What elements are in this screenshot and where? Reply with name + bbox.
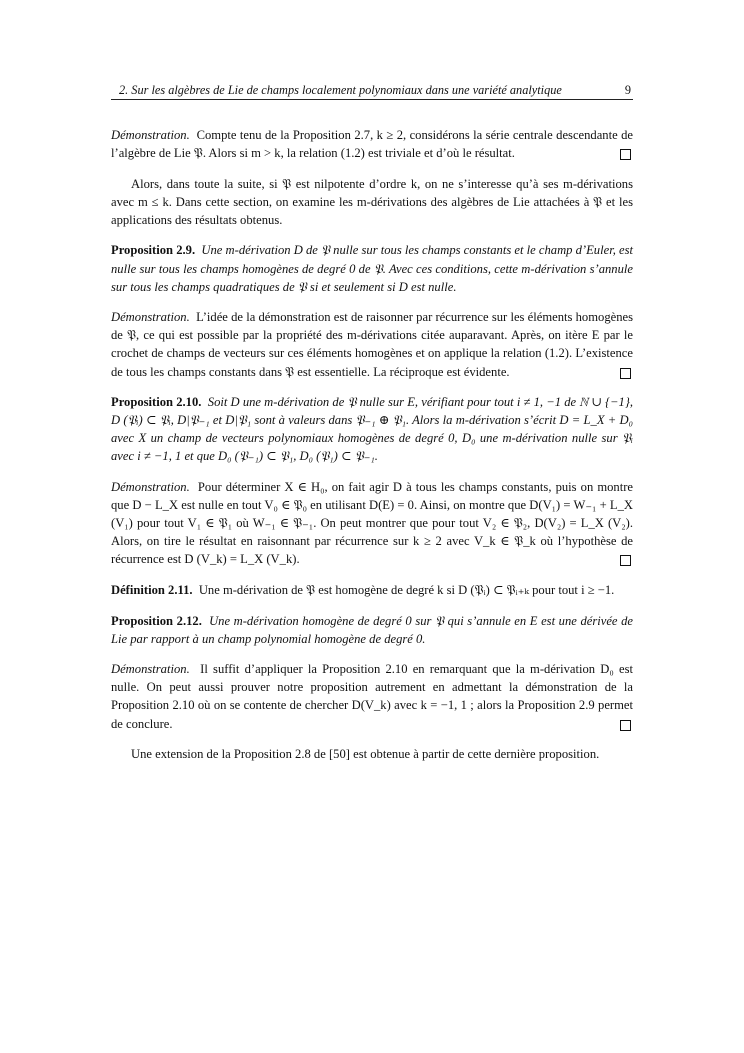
- block-label: Démonstration.: [111, 128, 190, 142]
- qed-square-icon: [620, 149, 631, 160]
- paragraph-text: Alors, dans toute la suite, si 𝔓 est nilpotente d’ordre k, on ne s’interesse qu’à ses m-dérivations avec m ≤ k. Dans cette section, on examine les m-dérivations des algèbres de Lie attachées à 𝔓 et les applications des résultats obtenus.: [111, 176, 633, 227]
- proposition-block: [111, 393, 633, 465]
- paragraph: [111, 745, 633, 763]
- block-label: Proposition 2.9.: [111, 243, 196, 258]
- paragraph-text: Une extension de la Proposition 2.8 de [50] est obtenue à partir de cette dernière proposition.: [131, 747, 600, 762]
- proposition-block: [111, 241, 633, 295]
- paragraph: [111, 175, 633, 229]
- block-label: Définition 2.11.: [111, 582, 193, 597]
- page-number: 9: [624, 83, 631, 97]
- page-body: [111, 126, 633, 776]
- block-label: Démonstration.: [111, 480, 190, 494]
- block-text: Une m-dérivation de 𝔓 est homogène de degré k si D (𝔓ᵢ) ⊂ 𝔓ᵢ₊ₖ pour tout i ≥ −1.: [198, 582, 615, 597]
- running-header: [111, 82, 633, 100]
- qed-square-icon: [620, 368, 631, 379]
- block-text: Une m-dérivation homogène de degré 0 sur 𝔓 qui s’annule en E est une dérivée de Lie par rapport à un champ polynomial homogène de degré 0.: [111, 613, 633, 646]
- block-text: Il suffit d’appliquer la Proposition 2.10 en remarquant que la m-dérivation D₀ est nulle. On peut aussi prouver notre proposition autrement en admettant la démonstration de la Proposition 2.10 où on se contente de chercher D(V_k) avec k = −1, 1 ; alors la Proposition 2.9 permet de conclure.: [111, 662, 633, 731]
- block-label: Démonstration.: [111, 310, 190, 325]
- proof-block: [111, 660, 633, 732]
- qed-square-icon: [620, 720, 631, 731]
- proof-block: [111, 126, 633, 162]
- block-text: Pour déterminer X ∈ H₀, on fait agir D à tous les champs constants, puis on montre que D − L_X est nulle en tout V₀ ∈ 𝔓₀ en utilisant D(E) = 0. Ainsi, on montre que D(V₁) = W₋₁ + L_X (V₁) pour tout V₁ ∈ 𝔓₁ où W₋₁ ∈ 𝔓₋₁. On peut montrer que pour tout V₂ ∈ 𝔓₂, D(V₂) = L_X (V₂). Alors, on tire le résultat en raisonnant par récurrence sur k ≥ 2 avec V_k ∈ 𝔓_k où l’hypothèse de récurrence est D (V_k) = L_X (V_k).: [111, 480, 633, 567]
- block-text: L’idée de la démonstration est de raisonner par récurrence sur les éléments homogènes de 𝔓, ce qui est possible par la propriété des m-dérivations citée auparavant. Après, on itère E par le crochet de champs de vecteurs sur ces éléments homogènes et on applique la relation (1.2). L’existence de tous les champs constants dans 𝔓 est essentielle. La réciproque est évidente.: [111, 310, 633, 379]
- block-text: Une m-dérivation D de 𝔓 nulle sur tous les champs constants et le champ d’Euler, est nulle sur tous les champs homogènes de degré 0 de 𝔓. Avec ces conditions, cette m-dérivation s’annule sur tous les champs quadratiques de 𝔓 si et seulement si D est nulle.: [111, 243, 633, 294]
- qed-square-icon: [620, 555, 631, 566]
- page: [111, 82, 634, 762]
- block-label: Proposition 2.10.: [111, 395, 202, 410]
- definition-block: [111, 581, 633, 599]
- block-label: Démonstration.: [111, 662, 190, 677]
- block-text: Soit D une m-dérivation de 𝔓 nulle sur E, vérifiant pour tout i ≠ 1, −1 de ℕ ∪ {−1}, D (𝔓ᵢ) ⊂ 𝔓ᵢ, D|𝔓₋₁ et D|𝔓₁ sont à valeurs dans 𝔓₋₁ ⊕ 𝔓₁. Alors la m-dérivation s’écrit D = L_X + D₀ avec X un champ de vecteurs polynomiaux homogènes de degré 0, D₀ une m-dérivation nulle sur 𝔓ᵢ avec i ≠ −1, 1 et que D₀ (𝔓₋₁) ⊂ 𝔓₁, D₀ (𝔓₁) ⊂ 𝔓₋₁.: [111, 395, 633, 464]
- header-title: 2. Sur les algèbres de Lie de champs localement polynomiaux dans une variété analytique: [119, 83, 562, 97]
- block-text: Compte tenu de la Proposition 2.7, k ≥ 2, considérons la série centrale descendante de l’algèbre de Lie 𝔓. Alors si m > k, la relation (1.2) est triviale et d’où le résultat.: [111, 128, 634, 161]
- block-label: Proposition 2.12.: [111, 613, 202, 628]
- proposition-block: [111, 612, 633, 648]
- proof-block: [111, 478, 633, 568]
- proof-block: [111, 308, 633, 380]
